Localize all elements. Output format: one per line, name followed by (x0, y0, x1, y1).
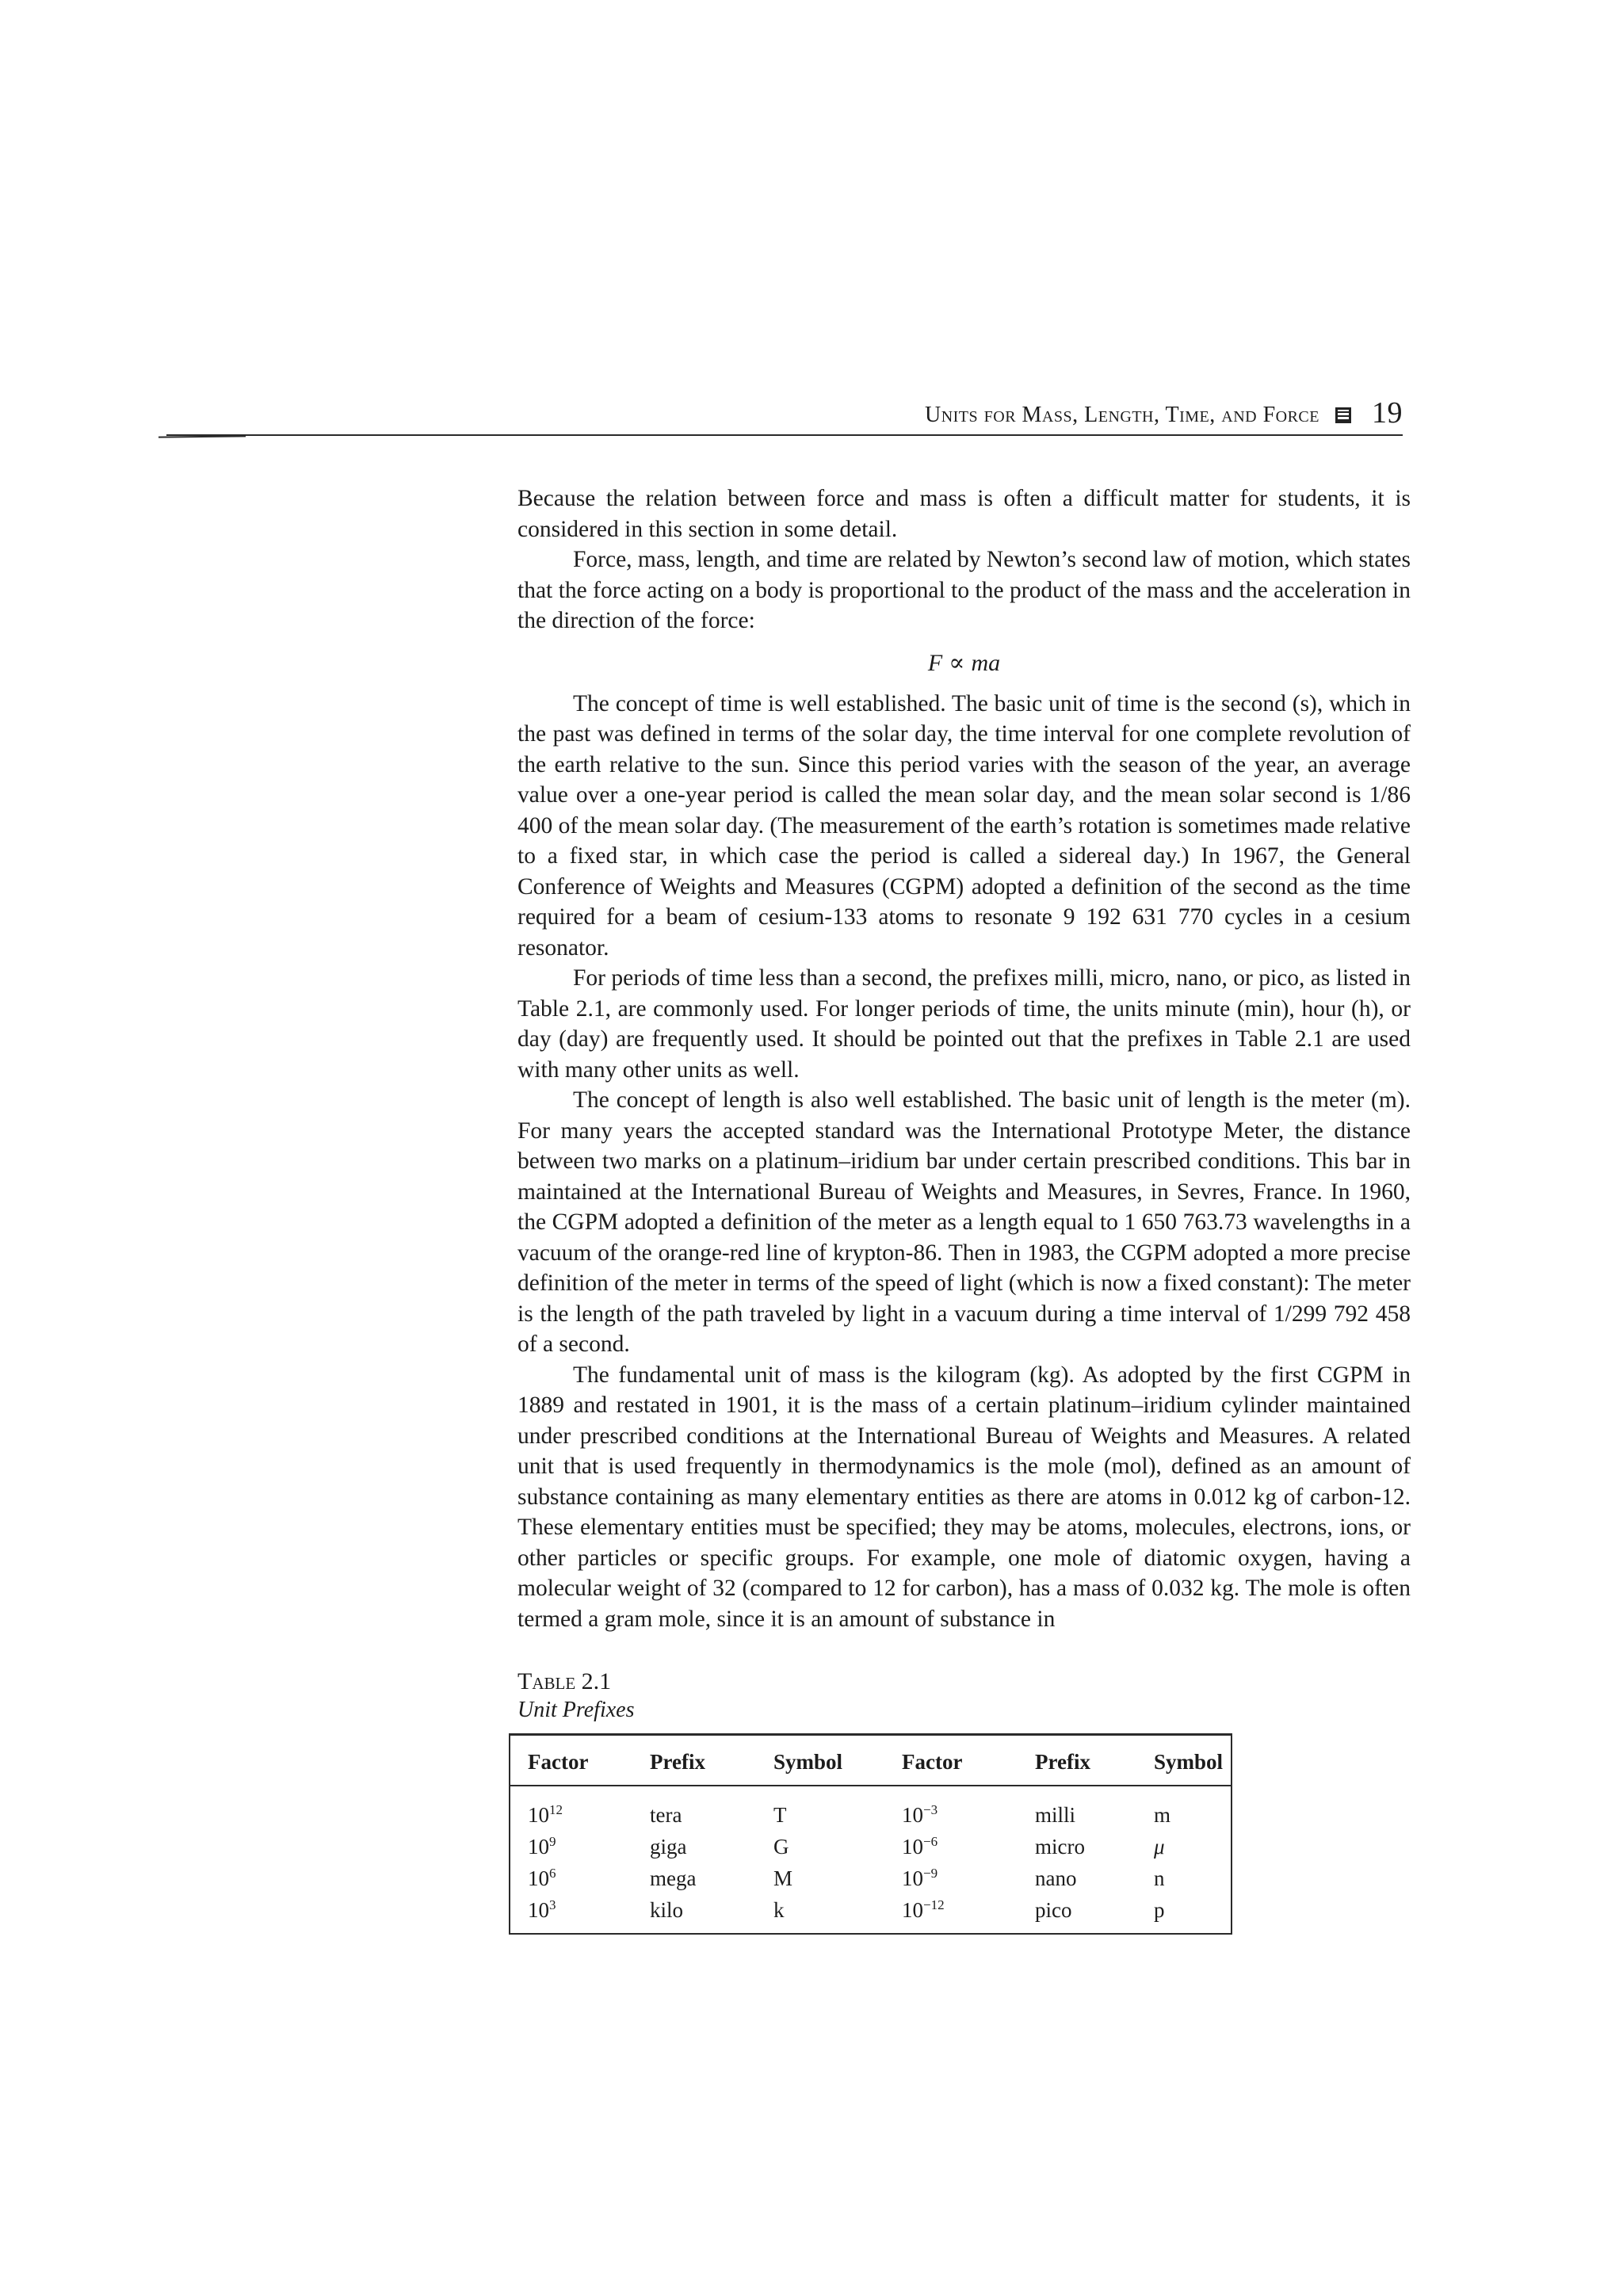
table-row (510, 1862, 1231, 1894)
equation-rhs: ma (971, 649, 1001, 676)
paragraph: Because the relation between force and mass is often a difficult matter for students, it is considered in this section in some detail. (517, 486, 1411, 542)
symbol-cell: T (773, 1802, 787, 1827)
factor-cell: $10^9$ (528, 1833, 556, 1859)
prefix-cell: kilo (650, 1897, 684, 1922)
header-rule (166, 434, 1403, 436)
factor-cell: $10^{-6}$ (902, 1833, 938, 1859)
prefix-cell: nano (1035, 1866, 1077, 1890)
table-subtitle: Unit Prefixes (517, 1698, 635, 1722)
symbol-cell: k (773, 1897, 785, 1922)
column-header: Factor (902, 1736, 1035, 1786)
prefix-cell: giga (650, 1834, 687, 1859)
column-header: Symbol (773, 1736, 902, 1786)
table-header-row (510, 1736, 1231, 1786)
running-header (444, 396, 1403, 428)
symbol-cell: G (773, 1834, 789, 1859)
prefix-cell: mega (650, 1866, 697, 1890)
prefix-cell: milli (1035, 1802, 1076, 1827)
symbol-cell: p (1154, 1897, 1165, 1922)
column-header: Prefix (650, 1736, 773, 1786)
factor-cell: $10^3$ (528, 1897, 556, 1922)
paragraph: The concept of length is also well established. The basic unit of length is the meter (m). For many years the accepted standard was the International Prototype Meter, the distance between two marks on a platinum–iridium bar under certain prescribed conditions. This bar in maintained at the International Bureau of Weights and Measures, in Sevres, France. In 1960, the CGPM adopted a definition of the meter as a length equal to 1 650 763.73 wavelengths in a vacuum of the orange-red line of krypton-86. Then in 1983, the CGPM adopted a more precise definition of the meter in terms of the speed of light (which is now a fixed constant): The meter is the length of the path traveled by light in a vacuum during a time interval of 1/299 792 458 of a second. (517, 1087, 1411, 1357)
running-title: Units for Mass, Length, Time, and Force (924, 403, 1319, 427)
table-row (510, 1894, 1231, 1926)
unit-table (510, 1736, 1231, 1926)
header-rule-left (158, 435, 246, 437)
prefix-cell: pico (1035, 1897, 1072, 1922)
table-caption (517, 1668, 634, 1725)
symbol-cell: M (773, 1866, 793, 1890)
factor-cell: $10^{-12}$ (902, 1897, 945, 1922)
table-row (510, 1786, 1231, 1831)
square-glyph-icon (1335, 407, 1351, 423)
paragraph: The concept of time is well established. The basic unit of time is the second (s), which in the past was defined in terms of the solar day, the time interval for one complete revolution of the earth relative to the sun. Since this period varies with the season of the year, an average value over a one-year period is called the mean solar day, and the mean solar second is 1/86 400 of the mean solar day. (The measurement of the earth’s rotation is sometimes made relative to a fixed star, in which case the period is called a sidereal day.) In 1967, the General Conference of Weights and Measures (CGPM) adopted a definition of the second as the time required for a beam of cesium-133 atoms to resonate 9 192 631 770 cycles in a cesium resonator. (517, 690, 1411, 961)
symbol-cell: m (1154, 1802, 1171, 1827)
symbol-cell: n (1154, 1866, 1165, 1890)
table-row (510, 1831, 1231, 1862)
prefix-cell: tera (650, 1802, 682, 1827)
factor-cell: $10^{-3}$ (902, 1801, 938, 1827)
column-header: Symbol (1154, 1736, 1231, 1786)
equation-lhs: F (927, 649, 943, 676)
paragraph: For periods of time less than a second, the prefixes milli, micro, nano, or pico, as listed in Table 2.1, are commonly used. For longer periods of time, the units minute (min), hour (h), or day (day) are frequently used. It should be pointed out that the prefixes in Table 2.1 are used with many other units as well. (517, 965, 1411, 1083)
symbol-cell: μ (1154, 1834, 1165, 1859)
equation-newton-second-law (517, 648, 1411, 679)
paragraph: Force, mass, length, and time are related by Newton’s second law of motion, which states that the force acting on a body is proportional to the product of the mass and the acceleration in the direction of the force: (517, 547, 1411, 633)
paragraph: The fundamental unit of mass is the kilogram (kg). As adopted by the first CGPM in 1889 and restated in 1901, it is the mass of a certain platinum–iridium cylinder maintained under prescribed conditions at the International Bureau of Weights and Measures. A related unit that is used frequently in thermodynamics is the mole (mol), defined as an amount of substance containing as many elementary entities as there are atoms in 0.012 kg of carbon-12. These elementary entities must be specified; they may be atoms, molecules, electrons, ions, or other particles or specific groups. For example, one mole of diatomic oxygen, having a molecular weight of 32 (compared to 12 for carbon), has a mass of 0.032 kg. The mole is often termed a gram mole, since it is an amount of substance in (517, 1362, 1411, 1632)
page-number: 19 (1372, 396, 1403, 430)
column-header: Prefix (1035, 1736, 1154, 1786)
factor-cell: $10^6$ (528, 1865, 556, 1890)
body-text (517, 483, 1411, 1634)
column-header: Factor (510, 1736, 650, 1786)
factor-cell: $10^{12}$ (528, 1801, 563, 1827)
unit-prefix-table (509, 1733, 1232, 1935)
table-label: Table 2.1 (517, 1668, 612, 1694)
factor-cell: $10^{-9}$ (902, 1865, 938, 1890)
proportional-symbol: ∝ (949, 649, 965, 676)
prefix-cell: micro (1035, 1834, 1085, 1859)
